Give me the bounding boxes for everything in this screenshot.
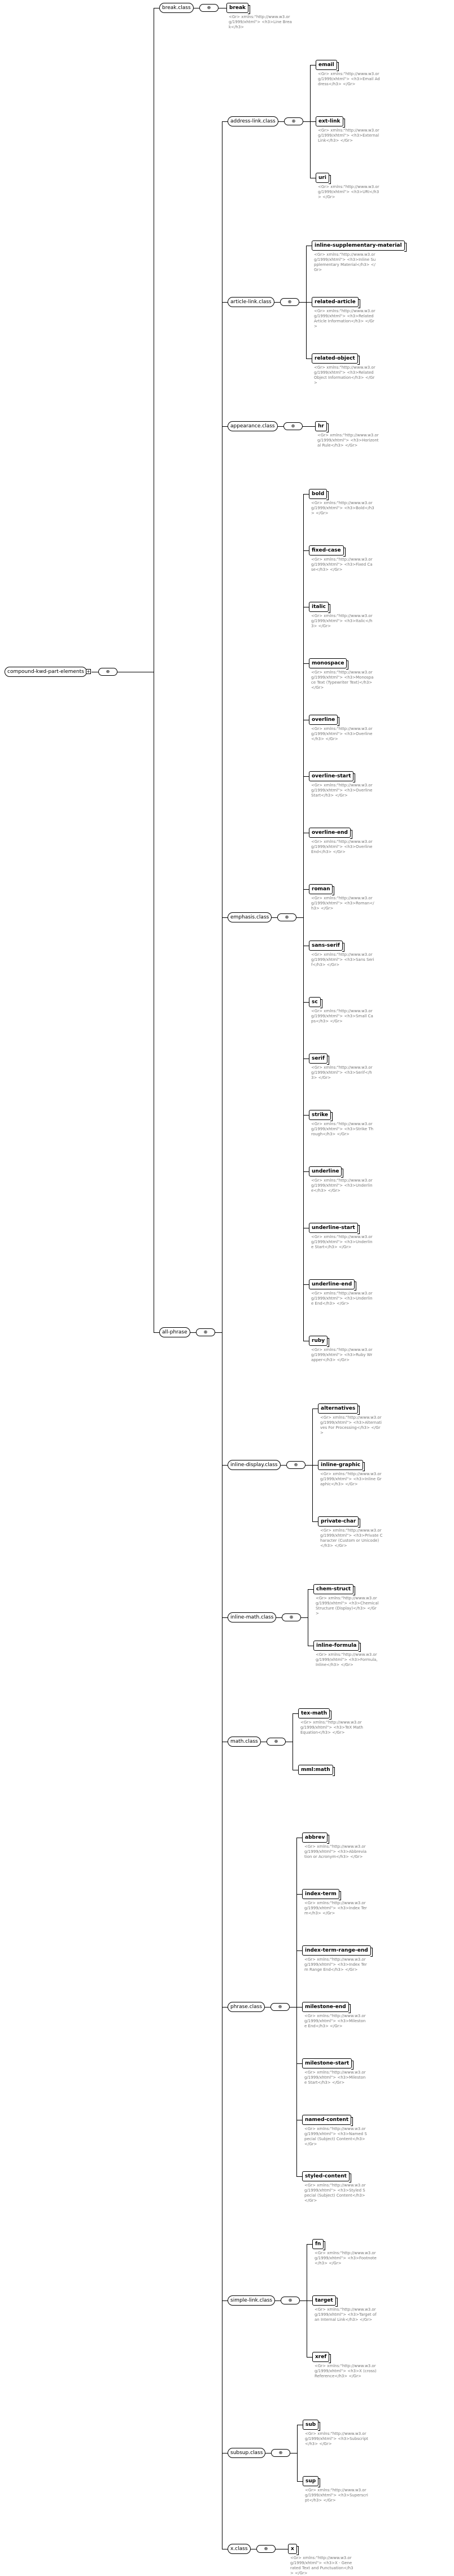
sequence-icon: ⊕: [286, 1461, 305, 1469]
element-chem-struct[interactable]: chem-struct: [313, 1584, 353, 1594]
documentation-text: <Gr> xmlns:"http://www.w3.org/1999/xhtml"> <h3>Chemical Structure (Display)</h3> </Gr>: [316, 1596, 379, 1616]
documentation-text: <Gr> xmlns:"http://www.w3.org/1999/xhtml"> <h3>External Link</h3> </Gr>: [318, 128, 379, 143]
sequence-icon: ⊕: [282, 1613, 301, 1621]
element-strike[interactable]: strike: [309, 1110, 331, 1120]
connector-line: [222, 2007, 228, 2008]
documentation-text: <Gr> xmlns:"http://www.w3.org/1999/xhtml"> <h3>Overline End</h3> </Gr>: [311, 839, 373, 854]
class-group-simple-link-class[interactable]: simple-link.class: [228, 2295, 275, 2306]
documentation-text: <Gr> xmlns:"http://www.w3.org/1999/xhtml"> <h3>X - Generated Text and Punctuation</h3> </Gr>: [290, 2556, 353, 2575]
connector-line: [306, 302, 312, 303]
documentation-text: <Gr> xmlns:"http://www.w3.org/1999/xhtml"> <h3>Alternatives For Processing</h3> </Gr>: [320, 1415, 382, 1435]
documentation-text: <Gr> xmlns:"http://www.w3.org/1999/xhtml"> <h3>Styled Special (Subject) Content</h3> </Gr>: [304, 2183, 366, 2203]
element-ruby[interactable]: ruby: [309, 1336, 328, 1346]
connector-line: [222, 1465, 228, 1466]
documentation-text: <Gr> xmlns:"http://www.w3.org/1999/xhtml"> <h3>TeX Math Equation</h3> </Gr>: [300, 1720, 363, 1735]
connector-line: [278, 426, 283, 427]
connector-line: [222, 426, 228, 427]
sequence-icon: ⊕: [270, 2003, 290, 2011]
element-sc[interactable]: sc: [309, 997, 321, 1007]
element-related-object[interactable]: related-object: [312, 353, 358, 364]
connector-line: [303, 663, 309, 664]
connector-line: [303, 1002, 309, 1003]
element-sup[interactable]: sup: [303, 2476, 318, 2486]
element-overline-end[interactable]: overline-end: [309, 828, 351, 838]
connector-line: [222, 917, 228, 918]
connector-line: [281, 1465, 286, 1466]
connector-line: [303, 1171, 309, 1172]
documentation-text: <Gr> xmlns:"http://www.w3.org/1999/xhtml"> <h3>Index Term Range End</h3> </Gr>: [304, 1957, 367, 1972]
connector-line: [303, 1115, 309, 1116]
documentation-text: <Gr> xmlns:"http://www.w3.org/1999/xhtml"> <h3>Index Term</h3> </Gr>: [304, 1901, 367, 1915]
documentation-text: <Gr> xmlns:"http://www.w3.org/1999/xhtml"> <h3>Sans Serif</h3> </Gr>: [311, 952, 374, 967]
documentation-text: <Gr> xmlns:"http://www.w3.org/1999/xhtml"> <h3>X (cross) Reference</h3> </Gr>: [315, 2364, 377, 2378]
sequence-icon: ⊕: [280, 298, 299, 306]
connector-line: [296, 917, 303, 918]
sequence-icon: ⊕: [98, 668, 117, 676]
element-milestone-start[interactable]: milestone-start: [302, 2058, 352, 2068]
connector-line: [297, 2481, 303, 2482]
documentation-text: <Gr> xmlns:"http://www.w3.org/1999/xhtml"> <h3>Superscript</h3> </Gr>: [305, 2488, 368, 2503]
connector-line: [276, 1617, 282, 1618]
element-overline-start[interactable]: overline-start: [309, 771, 353, 781]
element-underline-start[interactable]: underline-start: [309, 1223, 358, 1233]
break-class-group[interactable]: break.class: [159, 3, 194, 13]
documentation-text: <Gr> xmlns:"http://www.w3.org/1999/xhtml"> <h3>Named Special (Subject) Content</h3> </Gr>: [304, 2127, 367, 2146]
documentation-text: <Gr> xmlns:"http://www.w3.org/1999/xhtml"> <h3>Underline End</h3> </Gr>: [311, 1291, 373, 1306]
element-tex-math[interactable]: tex-math: [298, 1708, 330, 1718]
all-phrase-group[interactable]: all-phrase: [159, 1327, 190, 1337]
connector-line: [297, 2425, 298, 2481]
sequence-icon: ⊕: [284, 117, 303, 125]
documentation-text: <Gr> xmlns:"http://www.w3.org/1999/xhtml"> <h3>Subscript</h3> </Gr>: [305, 2431, 368, 2446]
documentation-text: <Gr> xmlns:"http://www.w3.org/1999/xhtml"> <h3>Fixed Case</h3> </Gr>: [311, 557, 373, 572]
sequence-icon: ⊕: [283, 422, 303, 430]
connector-line: [222, 1617, 228, 1618]
documentation-text: <Gr> xmlns:"http://www.w3.org/1999/xhtml"> <h3>Horizontal Rule</h3> </Gr>: [317, 433, 379, 448]
documentation-text: <Gr> xmlns:"http://www.w3.org/1999/xhtml"> <h3>Overline Start</h3> </Gr>: [311, 783, 373, 798]
documentation-text: <Gr> xmlns:"http://www.w3.org/1999/xhtml"> <h3>Underline Start</h3> </Gr>: [311, 1235, 373, 1249]
sequence-icon: ⊕: [256, 2545, 276, 2553]
connector-line: [296, 2007, 302, 2008]
element-index-term-range-end[interactable]: index-term-range-end: [302, 1945, 371, 1956]
class-group-subsup-class[interactable]: subsup.class: [228, 2448, 265, 2458]
element-inline-graphic[interactable]: inline-graphic: [318, 1460, 363, 1470]
expand-icon[interactable]: +: [86, 669, 90, 674]
connector-line: [293, 1713, 298, 1714]
documentation-text: <Gr> xmlns:"http://www.w3.org/1999/xhtml"> <h3>Monospace Text (Typewriter Text)</h3> </Gr>: [311, 670, 374, 690]
class-group-article-link-class[interactable]: article-link.class: [228, 297, 274, 307]
documentation-text: <Gr> xmlns:"http://www.w3.org/1999/xhtml"> <h3>Related Object Information</h3> </Gr>: [314, 365, 376, 385]
element-email[interactable]: email: [316, 60, 337, 70]
connector-line: [154, 1332, 159, 1333]
element-underline[interactable]: underline: [309, 1166, 342, 1177]
sequence-icon: ⊕: [281, 2297, 300, 2304]
documentation-text: <Gr> xmlns:"http://www.w3.org/1999/xhtml"> <h3>Overline</h3> </Gr>: [311, 727, 373, 741]
documentation-text: <Gr> xmlns:"http://www.w3.org/1999/xhtml"> <h3>Underline</h3> </Gr>: [311, 1178, 373, 1193]
element-private-char[interactable]: private-char: [318, 1516, 359, 1527]
sequence-icon: ⊕: [196, 1328, 215, 1336]
element-overline[interactable]: overline: [309, 715, 338, 725]
connector-line: [306, 358, 312, 359]
documentation-text: <Gr> xmlns:"http://www.w3.org/1999/xhtml"> <h3>Small Caps</h3> </Gr>: [311, 1009, 373, 1024]
element-uri[interactable]: uri: [316, 173, 329, 183]
element-styled-content[interactable]: styled-content: [302, 2171, 350, 2181]
connector-line: [312, 1465, 318, 1466]
documentation-text: <Gr> xmlns:"http://www.w3.org/1999/xhtml"> <h3>Footnote</h3> </Gr>: [315, 2251, 377, 2266]
element-sans-serif[interactable]: sans-serif: [309, 941, 343, 951]
connector-line: [309, 426, 315, 427]
connector-line: [274, 302, 280, 303]
element-abbrev[interactable]: abbrev: [302, 1832, 328, 1843]
class-group-inline-display-class[interactable]: inline-display.class: [228, 1460, 281, 1470]
element-bold[interactable]: bold: [309, 489, 327, 499]
element-named-content[interactable]: named-content: [302, 2115, 351, 2125]
connector-line: [296, 2176, 302, 2177]
connector-line: [303, 550, 309, 551]
element-alternatives[interactable]: alternatives: [318, 1403, 358, 1414]
class-group-appearance-class[interactable]: appearance.class: [228, 421, 278, 431]
connector-line: [312, 1521, 318, 1522]
documentation-text: <Gr> xmlns:"http://www.w3.org/1999/xhtml"> <h3>Italic</h3> </Gr>: [311, 614, 373, 628]
connector-line: [303, 494, 309, 495]
element-milestone-end[interactable]: milestone-end: [302, 2002, 349, 2012]
documentation-text: <Gr> xmlns:"http://www.w3.org/1999/xhtml"> <h3>Target of an Internal Link</h3> </Gr>: [315, 2307, 377, 2322]
element-serif[interactable]: serif: [309, 1053, 328, 1064]
sequence-icon: ⊕: [267, 1738, 286, 1746]
connector-line: [296, 2063, 302, 2064]
connector-line: [305, 1465, 312, 1466]
element-ext-link[interactable]: ext-link: [316, 116, 343, 126]
connector-line: [215, 1332, 222, 1333]
break-element[interactable]: break: [226, 3, 248, 13]
element-related-article[interactable]: related-article: [312, 297, 359, 307]
documentation-text: <Gr> xmlns:"http://www.w3.org/1999/xhtml"> <h3>Private Character (Custom or Unicode)</h3> </Gr>: [320, 1528, 383, 1548]
sequence-icon: ⊕: [199, 4, 219, 12]
sequence-icon: ⊕: [271, 2449, 290, 2457]
documentation-text: <Gr> xmlns:"http://www.w3.org/1999/xhtml"> <h3>Bold</h3> </Gr>: [311, 501, 374, 515]
documentation-text: <Gr> xmlns:"http://www.w3.org/1999/xhtml"> <h3>Formula, Inline</h3> </Gr>: [316, 1652, 378, 1667]
element-mml-math[interactable]: mml:math: [298, 1765, 333, 1775]
documentation-text: <Gr> xmlns:"http://www.w3.org/1999/xhtml"> <h3>Abbreviation or Acronym</h3> </Gr>: [304, 1844, 367, 1859]
connector-line: [272, 917, 277, 918]
element-target[interactable]: target: [312, 2295, 336, 2306]
documentation-text: <Gr> xmlns:"http://www.w3.org/1999/xhtml"> <h3>Ruby Wrapper</h3> </Gr>: [311, 1348, 373, 1362]
documentation-text: <Gr> xmlns:"http://www.w3.org/1999/xhtml"> <h3>Strike Through</h3> </Gr>: [311, 1122, 374, 1136]
element-italic[interactable]: italic: [309, 602, 329, 612]
documentation-text: <Gr> xmlns:"http://www.w3.org/1999/xhtml"> <h3>Milestone Start</h3> </Gr>: [304, 2070, 366, 2085]
element-hr[interactable]: hr: [315, 421, 327, 431]
class-group-emphasis-class[interactable]: emphasis.class: [228, 912, 272, 922]
documentation-text: <Gr> xmlns:"http://www.w3.org/1999/xhtml"> <h3>Serif</h3> </Gr>: [311, 1065, 373, 1080]
connector-line: [278, 121, 284, 122]
documentation-text: <Gr> xmlns:"http://www.w3.org/1999/xhtml"> <h3>Email Address</h3> </Gr>: [318, 72, 380, 86]
documentation-text: <Gr> xmlns:"http://www.w3.org/1999/xhtml"> <h3>Related Article Information</h3> </Gr>: [314, 309, 376, 329]
connector-line: [307, 2244, 312, 2245]
documentation-text: <Gr> xmlns:"http://www.w3.org/1999/xhtml"> <h3>Milestone End</h3> </Gr>: [304, 2014, 366, 2028]
element-fixed-case[interactable]: fixed-case: [309, 545, 344, 556]
class-group-phrase-class[interactable]: phrase.class: [228, 2002, 265, 2012]
element-roman[interactable]: roman: [309, 884, 333, 894]
element-xref[interactable]: xref: [312, 2352, 329, 2362]
connector-line: [265, 2007, 270, 2008]
class-group-address-link-class[interactable]: address-link.class: [228, 116, 278, 126]
documentation-text: <Gr> xmlns:"http://www.w3.org/1999/xhtml"> <h3>URI</h3> </Gr>: [318, 185, 379, 199]
element-fn[interactable]: fn: [312, 2239, 324, 2249]
connector-line: [190, 1332, 196, 1333]
connector-line: [296, 1950, 302, 1951]
documentation-text: <Gr> xmlns:"http://www.w3.org/1999/xhtml"> <h3>Inline Graphic</h3> </Gr>: [320, 1472, 382, 1486]
element-underline-end[interactable]: underline-end: [309, 1279, 355, 1289]
element-index-term[interactable]: index-term: [302, 1889, 339, 1899]
class-group-inline-math-class[interactable]: inline-math.class: [228, 1612, 276, 1622]
connector-line: [296, 1894, 302, 1895]
connector-line: [303, 494, 304, 1341]
connector-line: [299, 302, 306, 303]
element-x[interactable]: x: [288, 2544, 297, 2554]
connector-line: [307, 2357, 312, 2358]
connector-line: [301, 1617, 308, 1618]
connector-line: [308, 1589, 313, 1590]
sequence-icon: ⊕: [277, 913, 296, 921]
root-label: compound-kwd-part-elements: [7, 669, 84, 675]
connector-line: [222, 302, 228, 303]
connector-line: [222, 121, 228, 122]
connector-line: [303, 1284, 309, 1285]
element-inline-formula[interactable]: inline-formula: [313, 1641, 359, 1651]
element-monospace[interactable]: monospace: [309, 658, 347, 668]
element-inline-supplementary-material[interactable]: inline-supplementary-material: [312, 240, 405, 251]
connector-line: [303, 121, 310, 122]
connector-line: [290, 2007, 296, 2008]
root-group-node[interactable]: [5, 667, 87, 677]
connector-line: [310, 121, 316, 122]
documentation-text: <Gr> xmlns:"http://www.w3.org/1999/xhtml"> <h3>Inline Supplementary Material</h3> </Gr>: [314, 252, 376, 272]
connector-line: [303, 776, 309, 777]
class-group-math-class[interactable]: math.class: [228, 1737, 261, 1747]
connector-line: [303, 426, 309, 427]
documentation-text: <Gr> xmlns:"http://www.w3.org/1999/xhtml"> <h3>Roman</h3> </Gr>: [311, 896, 374, 911]
documentation-text: <Gr> xmlns:"http://www.w3.org/1999/xhtml"> <h3>Line Break</h3>: [229, 15, 292, 29]
class-group-x-class[interactable]: x.class: [228, 2544, 251, 2554]
connector-line: [303, 889, 309, 890]
element-sub[interactable]: sub: [303, 2420, 318, 2430]
